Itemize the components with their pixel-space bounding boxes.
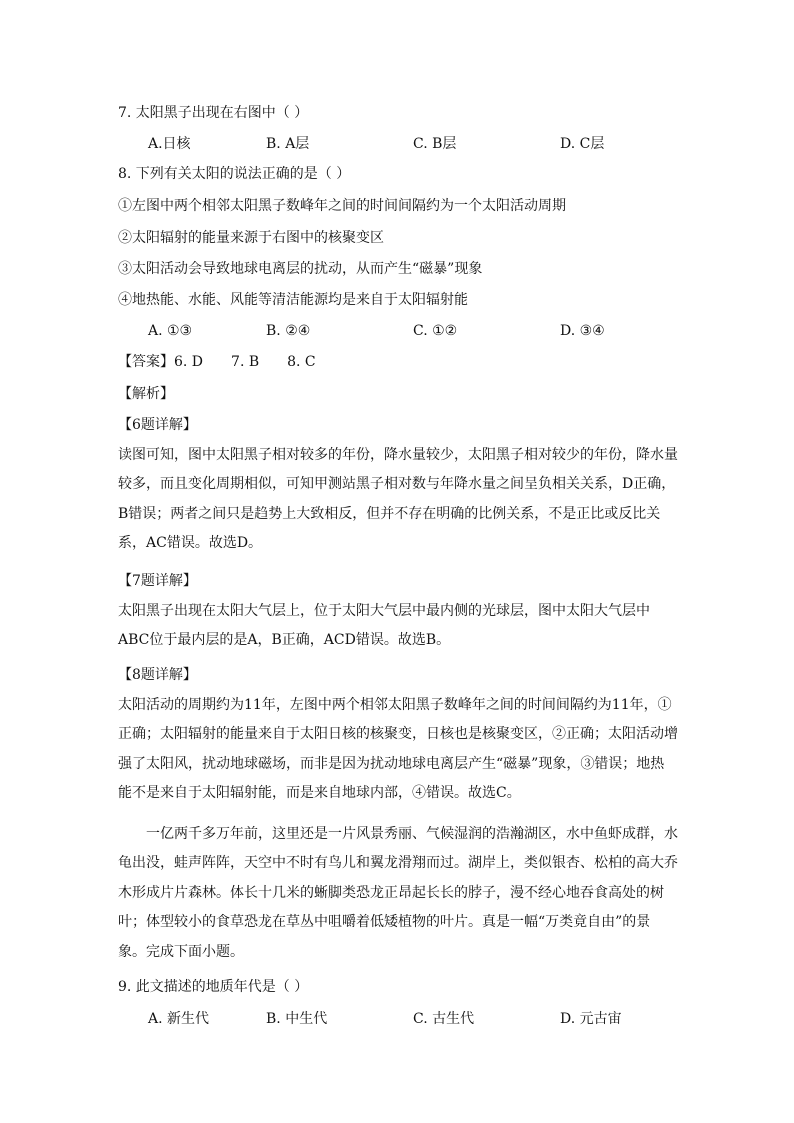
detail-7-text: 太阳黑子出现在太阳大气层上，位于太阳大气层中最内侧的光球层，图中太阳大气层中ABC位于最内层的是A，B正确，ACD错误。故选B。 <box>118 603 650 649</box>
q8-statement-4: ④地热能、水能、风能等清洁能源均是来自于太阳辐射能 <box>118 292 468 308</box>
detail-6-text: 读图可知，图中太阳黑子相对较多的年份，降水量较少，太阳黑子相对较少的年份，降水量较多，而且变化周期相似，可知甲测站黑子相对数与年降水量之间呈负相关关系，D正确，B错误；两者之间只是趋势上大致相反，但并不存在明确的比例关系，不是正比或反比关系，AC错误。故选D。 <box>118 447 678 552</box>
q8-option-a: A. ①③ <box>148 323 193 339</box>
detail-8-heading: 【8题详解】 <box>118 667 197 683</box>
detail-6-heading: 【6题详解】 <box>118 417 197 433</box>
q9-option-b: B. 中生代 <box>266 1011 328 1027</box>
answer-line: 【答案】6. D 7. B 8. C <box>118 354 316 370</box>
q9-option-c: C. 古生代 <box>413 1011 475 1027</box>
detail-8-text: 太阳活动的周期约为11年，左图中两个相邻太阳黑子数峰年之间的时间间隔约为11年，①正确；太阳辐射的能量来自于太阳日核的核聚变，日核也是核聚变区，②正确；太阳活动增强了太阳风，扰动地球磁场，而非是因为扰动地球电离层产生“磁暴”现象，③错误；地热能不是来自于太阳辐射能，而是来自地球内部，④错误。故选C。 <box>118 697 678 802</box>
q8-statement-1: ①左图中两个相邻太阳黑子数峰年之间的时间间隔约为一个太阳活动周期 <box>118 198 566 214</box>
q9-option-a: A. 新生代 <box>148 1011 210 1027</box>
q7-option-c: C. B层 <box>413 136 457 152</box>
q8-statement-3: ③太阳活动会导致地球电离层的扰动，从而产生“磁暴”现象 <box>118 261 483 277</box>
q8-option-d: D. ③④ <box>560 323 605 339</box>
q7-option-a: A.日核 <box>148 136 191 152</box>
q8-option-c: C. ①② <box>413 323 458 339</box>
analysis-heading: 【解析】 <box>118 386 174 402</box>
question-9-stem: 9. 此文描述的地质年代是（ ） <box>118 979 309 995</box>
reading-passage: 一亿两千多万年前，这里还是一片风景秀丽、气候湿润的浩瀚湖区，水中鱼虾成群，水龟出没，蛙声阵阵，天空中不时有鸟儿和翼龙滑翔而过。湖岸上，类似银杏、松柏的高大乔木形成片片森林。体长十几米的蜥脚类恐龙正昂起长长的脖子，漫不经心地吞食高处的树叶；体型较小的食草恐龙在草丛中咀嚼着低矮植物的叶片。真是一幅“万类竟自由”的景象。完成下面小题。 <box>118 826 678 960</box>
q7-option-d: D. C层 <box>560 136 605 152</box>
q8-statement-2: ②太阳辐射的能量来源于右图中的核聚变区 <box>118 230 384 246</box>
q8-option-b: B. ②④ <box>266 323 311 339</box>
question-8-stem: 8. 下列有关太阳的说法正确的是（ ） <box>118 166 351 182</box>
detail-7-heading: 【7题详解】 <box>118 573 197 589</box>
q7-option-b: B. A层 <box>266 136 310 152</box>
q9-option-d: D. 元古宙 <box>560 1011 622 1027</box>
question-7-stem: 7. 太阳黑子出现在右图中（ ） <box>118 105 309 121</box>
